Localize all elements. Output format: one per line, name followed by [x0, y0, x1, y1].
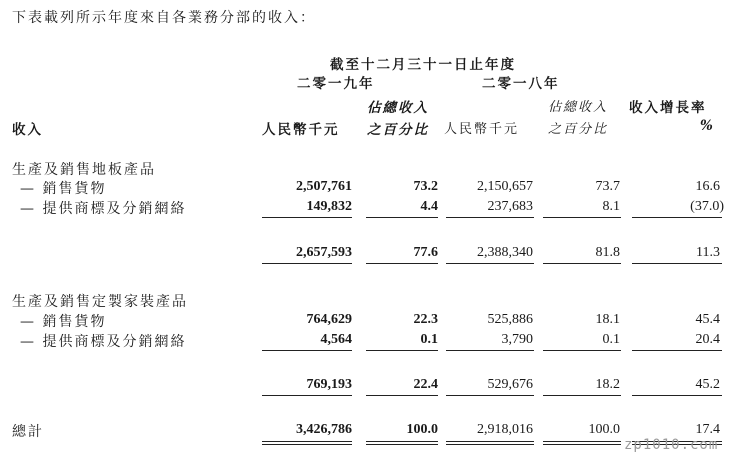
row-label: — 提供商標及分銷網絡 [20, 334, 187, 350]
rule-line [446, 263, 534, 264]
rule-line [543, 441, 621, 442]
total-pct-2018: 100.0 [588, 422, 620, 437]
total-growth: 17.4 [695, 422, 720, 437]
cell-pct-2019: 4.4 [420, 199, 438, 214]
rule-line [632, 395, 722, 396]
subtotal-growth: 45.2 [695, 377, 720, 392]
cell-pct-2018: 8.1 [602, 199, 620, 214]
subtotal-rmb-2019: 769,193 [306, 377, 352, 392]
cell-pct-2019: 0.1 [420, 332, 438, 347]
rule-line [446, 395, 534, 396]
section-title-home-furnishing: 生產及銷售定製家裝產品 [12, 294, 188, 310]
subtotal-rmb-2018: 2,388,340 [477, 245, 533, 260]
row-label: — 銷售貨物 [20, 181, 107, 197]
subtotal-pct-2019: 77.6 [413, 245, 438, 260]
cell-pct-2019: 73.2 [413, 179, 438, 194]
rule-line [262, 217, 352, 218]
subtotal-rmb-2019: 2,657,593 [296, 245, 352, 260]
cell-rmb-2018: 3,790 [501, 332, 533, 347]
total-label: 總計 [12, 424, 44, 440]
revenue-row-header: 收入 [12, 122, 43, 138]
rule-line [543, 263, 621, 264]
cell-pct-2018: 18.1 [595, 312, 620, 327]
cell-growth: 45.4 [695, 312, 720, 327]
rule-line [366, 444, 438, 445]
rule-line [262, 395, 352, 396]
cell-rmb-2018: 2,150,657 [477, 179, 533, 194]
watermark: zp1010.com [624, 437, 719, 453]
cell-rmb-2018: 237,683 [487, 199, 533, 214]
cell-growth: 20.4 [695, 332, 720, 347]
rule-line [366, 395, 438, 396]
cell-rmb-2018: 525,886 [487, 312, 533, 327]
rule-line [543, 444, 621, 445]
cell-growth: (37.0) [690, 199, 724, 214]
rule-line [366, 217, 438, 218]
rmb-2018-header: 人民幣千元 [444, 122, 520, 137]
pct-2018-header-line2: 之百分比 [548, 122, 609, 137]
rule-line [262, 263, 352, 264]
pct-2019-header-line2: 之百分比 [367, 122, 429, 138]
rule-line [632, 350, 722, 351]
cell-rmb-2019: 149,832 [306, 199, 352, 214]
rule-line [262, 350, 352, 351]
rmb-2019-header: 人民幣千元 [262, 122, 340, 138]
year-2018-header: 二零一八年 [482, 76, 560, 92]
rule-line [366, 350, 438, 351]
cell-pct-2018: 0.1 [602, 332, 620, 347]
growth-header-line1: 收入增長率 [629, 100, 707, 116]
year-2019-header: 二零一九年 [297, 76, 375, 92]
period-header: 截至十二月三十一日止年度 [330, 57, 516, 73]
rule-line [632, 263, 722, 264]
rule-line [262, 444, 352, 445]
subtotal-pct-2018: 81.8 [595, 245, 620, 260]
cell-pct-2019: 22.3 [413, 312, 438, 327]
subtotal-rmb-2018: 529,676 [487, 377, 533, 392]
rule-line [632, 217, 722, 218]
pct-2018-header-line1: 佔總收入 [548, 100, 609, 115]
total-pct-2019: 100.0 [406, 422, 438, 437]
pct-2019-header-line1: 佔總收入 [367, 100, 429, 116]
subtotal-pct-2018: 18.2 [595, 377, 620, 392]
cell-rmb-2019: 764,629 [306, 312, 352, 327]
row-label: — 銷售貨物 [20, 314, 107, 330]
growth-header-line2: % [700, 118, 715, 134]
cell-rmb-2019: 2,507,761 [296, 179, 352, 194]
rule-line [446, 217, 534, 218]
section-title-flooring: 生產及銷售地板產品 [12, 162, 156, 178]
total-rmb-2019: 3,426,786 [296, 422, 352, 437]
total-rmb-2018: 2,918,016 [477, 422, 533, 437]
rule-line [543, 350, 621, 351]
subtotal-pct-2019: 22.4 [413, 377, 438, 392]
intro-text: 下表載列所示年度來自各業務分部的收入： [12, 10, 316, 26]
rule-line [366, 263, 438, 264]
rule-line [366, 441, 438, 442]
cell-pct-2018: 73.7 [595, 179, 620, 194]
row-label: — 提供商標及分銷網絡 [20, 201, 187, 217]
cell-growth: 16.6 [695, 179, 720, 194]
rule-line [446, 441, 534, 442]
rule-line [446, 350, 534, 351]
subtotal-growth: 11.3 [696, 245, 720, 260]
rule-line [543, 217, 621, 218]
rule-line [262, 441, 352, 442]
cell-rmb-2019: 4,564 [320, 332, 352, 347]
rule-line [446, 444, 534, 445]
rule-line [543, 395, 621, 396]
